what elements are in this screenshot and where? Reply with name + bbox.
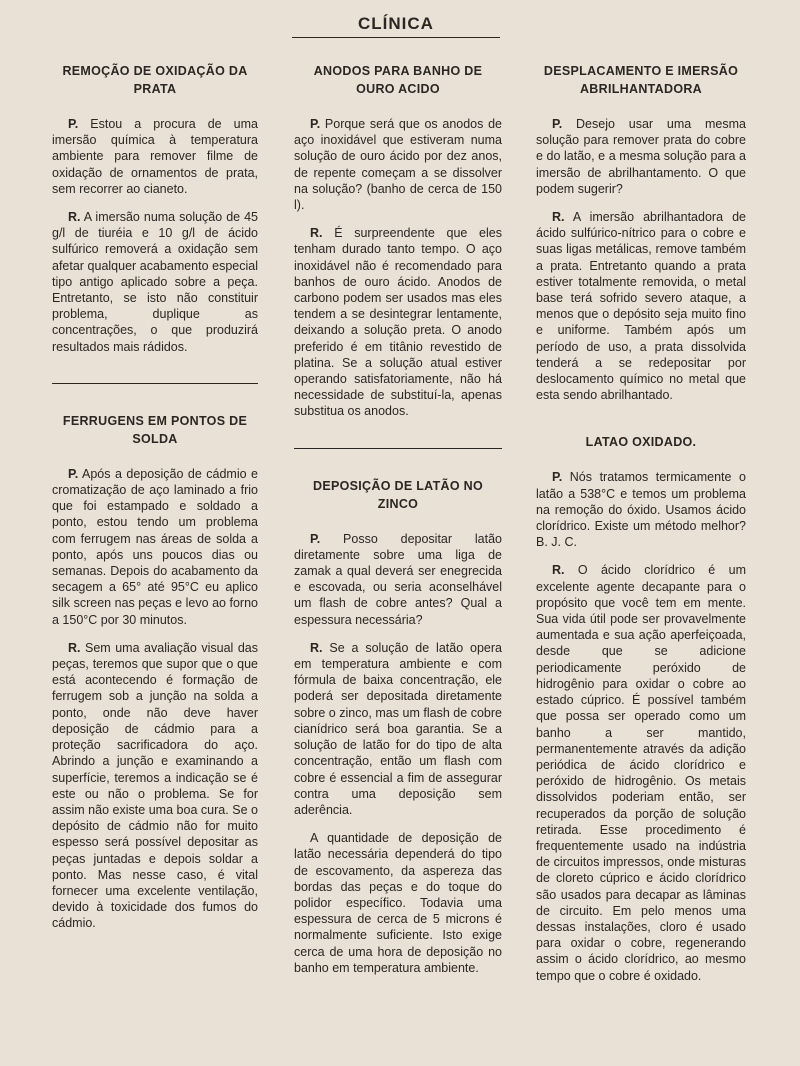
question-paragraph	[536, 116, 746, 197]
answer-text: O ácido clorídrico é um excelente agente decapante para o propósito que você tem em mente. Sua vida útil pode ser provavelmente aumentada e sua ação aperfeiçoada, desde que se adicione periodicamente peróxido de hidrogênio para oxidar o cobre ao estado cúprico. É possível também que possa ser operado como um banho a ser mantido, permanentemente através da adição periódica de ácido clorídrico e peróxido de hidrogênio. Os metais dissolvidos poderiam então, ser recuperados da porção de solução retirada. Esse procedimento é frequentemente usado na indústria de circuitos impressos, onde misturas de cloreto cúprico e ácido clorídrico são usados para decapar as lâminas de circuito. Em pelo menos uma dessas instalações, cloro é usado para oxidar o cobre, regenerando assim o ácido clorídrico, ao mesmo tempo que o cobre é oxidado.	[536, 563, 746, 983]
question-label: P.	[68, 117, 79, 131]
page-title: CLÍNICA	[292, 14, 500, 38]
question-label: P.	[310, 117, 321, 131]
page-header	[292, 14, 500, 38]
question-label: P.	[552, 117, 563, 131]
answer-text: A imersão numa solução de 45 g/l de tiuréia e 10 g/l de ácido sulfúrico removerá a oxidação sem afetar qualquer acabamento especial tipo antigo aplicado sobre a peça. Entretanto, se isto não constituir problema, duplique as concentrações, o que produzirá resultados mais rádidos.	[52, 210, 258, 354]
answer-label: R.	[310, 226, 323, 241]
question-label: P.	[68, 466, 79, 481]
question-text: Nós tratamos termicamente o latão a 538°C e temos um problema na remoção do óxido. Usamos ácido clorídrico. Existe um método melhor? B. J. C.	[536, 470, 746, 550]
answer-paragraph	[52, 209, 258, 355]
question-paragraph	[294, 531, 502, 628]
question-text: Desejo usar uma mesma solução para remover prata do cobre e do latão, e a mesma solução para a imersão de abrilhantamento. O que podem sugerir?	[536, 117, 746, 196]
section-title: DESPLACAMENTO E IMERSÃO ABRILHANTADORA	[543, 64, 739, 96]
answer-label: R.	[310, 640, 323, 655]
answer-text: Se a solução de latão opera em temperatura ambiente e com fórmula de baixa concentração, ele poderá ser depositada diretamente sobre o zinco, mas um flash de cobre cianídrico será boa garantia. Se a solução de latão for do tipo de alta concentração, então um flash com cobre é essencial a fim de assegurar contra uma deposição sem aderência.	[294, 640, 502, 817]
answer-continuation	[294, 830, 502, 976]
answer-label: R.	[68, 210, 81, 225]
question-label: P.	[310, 531, 321, 546]
answer-text: É surpreendente que eles tenham durado tanto tempo. O aço inoxidável não é recomendado para banhos de ouro ácido. Anodos de carbono podem ser usados mas eles tendem a se desintegrar lentamente, deixando a solução preta. O anodo preferido é em titânio revestido de platina. Se a solução atual estiver operando satisfatoriamente, não há necessidade de substituí-la, apenas substitua os anodos.	[294, 226, 502, 419]
question-text: Estou a procura de uma imersão química à temperatura ambiente para remover filme de oxidação de ornamentos de prata, sem recorrer ao cianeto.	[52, 117, 258, 196]
question-paragraph	[52, 116, 258, 197]
section-title: DEPOSIÇÃO DE LATÃO NO ZINCO	[313, 478, 483, 511]
answer-label: R.	[552, 210, 565, 225]
question-paragraph	[536, 469, 746, 550]
answer-paragraph	[52, 640, 258, 932]
question-paragraph	[294, 116, 502, 213]
answer-text: A quantidade de deposição de latão necessária dependerá do tipo de escovamento, da aspereza das bordas das peças e do toque do polidor específico. Todavia uma espessura de cerca de 5 microns é normalmente suficiente. Isto exige cerca de uma hora de deposição no banho em temperatura ambiente.	[294, 831, 502, 975]
question-text: Após a deposição de cádmio e cromatização de aço laminado a frio que foi estampado e soldado a ponto, estou tendo um problema com ferrugem nas áreas de solda a ponto, após uns poucos dias ou semanas. Depois do acabamento da secagem a 65° até 95°C eu aplico silk screen nas peças e levo ao forno a 150°C por 30 minutos.	[52, 466, 258, 627]
section-title: ANODOS PARA BANHO DE OURO ACIDO	[313, 64, 483, 96]
section-divider	[52, 383, 258, 384]
answer-label: R.	[552, 563, 565, 578]
column-2	[294, 62, 502, 988]
section-title: FERRUGENS EM PONTOS DE SOLDA	[62, 413, 248, 446]
section-title: LATAO OXIDADO.	[585, 435, 697, 450]
column-1	[52, 62, 258, 944]
section-title: REMOÇÃO DE OXIDAÇÃO DA PRATA	[62, 64, 248, 96]
question-paragraph	[52, 466, 258, 628]
question-text: Posso depositar latão diretamente sobre uma liga de zamak a qual deverá ser enegrecida e escovada, ou seria aconselhável um flash de cobre antes? Qual a espessura necessária?	[294, 531, 502, 627]
question-label: P.	[552, 470, 563, 485]
answer-paragraph	[294, 225, 502, 419]
answer-text: A imersão abrilhantadora de ácido sulfúrico-nítrico para o cobre e suas ligas metálicas, remove também a prata. Entretanto quando a prata estiver totalmente removida, o metal base terá sofrido severo ataque, a menos que o depósito seja muito fino e uniforme. Também após um período de uso, a prata dissolvida tenderá a se redepositar por deslocamento químico no metal que esta sendo abrilhantado.	[536, 210, 746, 403]
question-text: Porque será que os anodos de aço inoxidável que estiveram numa solução de ouro ácido por dez anos, de repente começam a se dissolver na solução? (banho de cerca de 150 l).	[294, 117, 502, 213]
answer-text: Sem uma avaliação visual das peças, teremos que supor que o que está acontecendo é formação de ferrugem sob a junção na solda a ponto, onde não deve haver deposição de cádmio para a proteção sacrificadora do aço. Abrindo a junção e examinando a superfície, teremos a indicação se é este ou não o problema. Se for assim não existe uma boa cura. Se o depósito de cádmio não for muito espesso será possível depositar as peças juntadas e depois soldar a ponto. Mas nesse caso, é vital fornecer uma excelente ventilação, devido à toxicidade dos fumos do cádmio.	[52, 640, 258, 931]
answer-label: R.	[68, 640, 81, 655]
answer-paragraph	[294, 640, 502, 818]
column-3	[536, 62, 746, 996]
section-divider	[294, 448, 502, 449]
answer-paragraph	[536, 562, 746, 983]
answer-paragraph	[536, 209, 746, 403]
